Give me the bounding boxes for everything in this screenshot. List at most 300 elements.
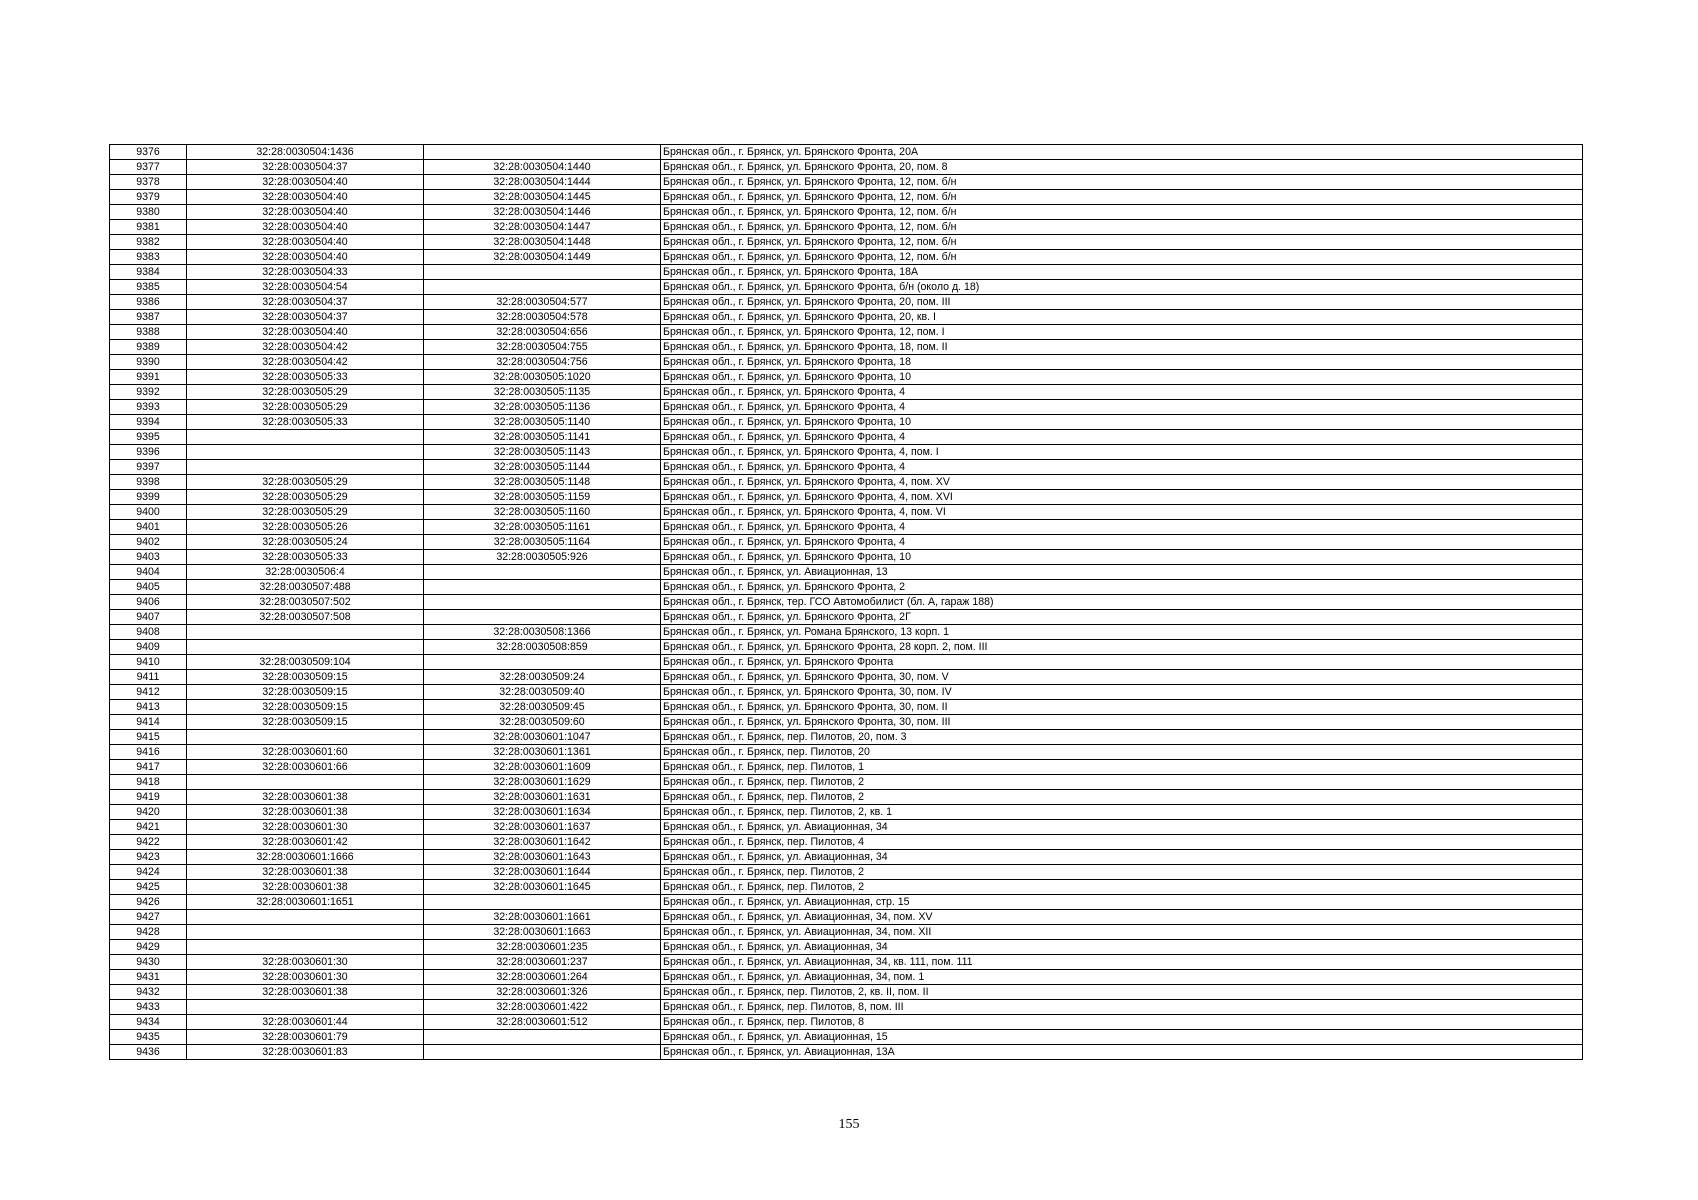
parent-cadastral-number-cell: 32:28:0030601:1666	[187, 850, 424, 865]
cadastral-table	[109, 144, 1583, 1060]
parent-cadastral-number-cell: 32:28:0030601:83	[187, 1045, 424, 1060]
object-cadastral-number-cell: 32:28:0030504:578	[424, 310, 661, 325]
object-cadastral-number-cell: 32:28:0030505:1161	[424, 520, 661, 535]
parent-cadastral-number-cell: 32:28:0030505:29	[187, 385, 424, 400]
table-row	[110, 175, 1583, 190]
table-row	[110, 595, 1583, 610]
address-cell: Брянская обл., г. Брянск, пер. Пилотов, 4	[661, 835, 1583, 850]
row-number-cell: 9397	[110, 460, 187, 475]
parent-cadastral-number-cell: 32:28:0030505:26	[187, 520, 424, 535]
table-row	[110, 655, 1583, 670]
table-row	[110, 940, 1583, 955]
table-row	[110, 565, 1583, 580]
table-row	[110, 955, 1583, 970]
address-cell: Брянская обл., г. Брянск, пер. Пилотов, 8, пом. III	[661, 1000, 1583, 1015]
row-number-cell: 9387	[110, 310, 187, 325]
address-cell: Брянская обл., г. Брянск, тер. ГСО Автомобилист (бл. А, гараж 188)	[661, 595, 1583, 610]
address-cell: Брянская обл., г. Брянск, ул. Авиационная, 34, пом. XV	[661, 910, 1583, 925]
table-row	[110, 250, 1583, 265]
address-cell: Брянская обл., г. Брянск, ул. Брянского Фронта, 4	[661, 520, 1583, 535]
address-cell: Брянская обл., г. Брянск, ул. Брянского Фронта, 2	[661, 580, 1583, 595]
parent-cadastral-number-cell	[187, 910, 424, 925]
object-cadastral-number-cell: 32:28:0030601:1661	[424, 910, 661, 925]
row-number-cell: 9392	[110, 385, 187, 400]
parent-cadastral-number-cell: 32:28:0030509:15	[187, 700, 424, 715]
row-number-cell: 9414	[110, 715, 187, 730]
object-cadastral-number-cell: 32:28:0030601:422	[424, 1000, 661, 1015]
row-number-cell: 9416	[110, 745, 187, 760]
address-cell: Брянская обл., г. Брянск, пер. Пилотов, 20	[661, 745, 1583, 760]
table-row	[110, 205, 1583, 220]
table-row	[110, 910, 1583, 925]
parent-cadastral-number-cell	[187, 730, 424, 745]
row-number-cell: 9410	[110, 655, 187, 670]
object-cadastral-number-cell: 32:28:0030505:1141	[424, 430, 661, 445]
table-body	[110, 145, 1583, 1060]
table-row	[110, 535, 1583, 550]
table-row	[110, 820, 1583, 835]
parent-cadastral-number-cell: 32:28:0030601:38	[187, 805, 424, 820]
table-row	[110, 610, 1583, 625]
address-cell: Брянская обл., г. Брянск, ул. Брянского Фронта, 10	[661, 550, 1583, 565]
row-number-cell: 9422	[110, 835, 187, 850]
row-number-cell: 9398	[110, 475, 187, 490]
object-cadastral-number-cell: 32:28:0030504:1440	[424, 160, 661, 175]
table-row	[110, 700, 1583, 715]
parent-cadastral-number-cell: 32:28:0030509:15	[187, 715, 424, 730]
address-cell: Брянская обл., г. Брянск, пер. Пилотов, 2, кв. 1	[661, 805, 1583, 820]
object-cadastral-number-cell: 32:28:0030505:1164	[424, 535, 661, 550]
row-number-cell: 9415	[110, 730, 187, 745]
row-number-cell: 9433	[110, 1000, 187, 1015]
table-row	[110, 895, 1583, 910]
row-number-cell: 9402	[110, 535, 187, 550]
page-number: 155	[838, 1117, 860, 1132]
table-row	[110, 355, 1583, 370]
table-row	[110, 400, 1583, 415]
address-cell: Брянская обл., г. Брянск, ул. Авиационная, 34	[661, 940, 1583, 955]
object-cadastral-number-cell: 32:28:0030601:1609	[424, 760, 661, 775]
object-cadastral-number-cell	[424, 655, 661, 670]
parent-cadastral-number-cell	[187, 430, 424, 445]
row-number-cell: 9394	[110, 415, 187, 430]
address-cell: Брянская обл., г. Брянск, ул. Брянского Фронта, б/н (около д. 18)	[661, 280, 1583, 295]
address-cell: Брянская обл., г. Брянск, ул. Брянского Фронта, 12, пом. I	[661, 325, 1583, 340]
table-row	[110, 475, 1583, 490]
object-cadastral-number-cell: 32:28:0030601:326	[424, 985, 661, 1000]
object-cadastral-number-cell	[424, 1030, 661, 1045]
object-cadastral-number-cell: 32:28:0030601:1629	[424, 775, 661, 790]
object-cadastral-number-cell: 32:28:0030505:1159	[424, 490, 661, 505]
parent-cadastral-number-cell	[187, 1000, 424, 1015]
address-cell: Брянская обл., г. Брянск, ул. Брянского Фронта, 4	[661, 400, 1583, 415]
row-number-cell: 9421	[110, 820, 187, 835]
table-row	[110, 325, 1583, 340]
table-row	[110, 670, 1583, 685]
table-row	[110, 280, 1583, 295]
parent-cadastral-number-cell: 32:28:0030509:15	[187, 670, 424, 685]
address-cell: Брянская обл., г. Брянск, ул. Брянского Фронта, 30, пом. III	[661, 715, 1583, 730]
address-cell: Брянская обл., г. Брянск, пер. Пилотов, 2, кв. II, пом. II	[661, 985, 1583, 1000]
parent-cadastral-number-cell: 32:28:0030507:508	[187, 610, 424, 625]
table-row	[110, 1030, 1583, 1045]
row-number-cell: 9401	[110, 520, 187, 535]
parent-cadastral-number-cell: 32:28:0030505:24	[187, 535, 424, 550]
table-row	[110, 145, 1583, 160]
parent-cadastral-number-cell: 32:28:0030601:1651	[187, 895, 424, 910]
table-row	[110, 880, 1583, 895]
address-cell: Брянская обл., г. Брянск, ул. Брянского Фронта, 4, пом. VI	[661, 505, 1583, 520]
object-cadastral-number-cell: 32:28:0030504:1447	[424, 220, 661, 235]
object-cadastral-number-cell: 32:28:0030601:1361	[424, 745, 661, 760]
address-cell: Брянская обл., г. Брянск, ул. Брянского Фронта, 4, пом. XV	[661, 475, 1583, 490]
object-cadastral-number-cell: 32:28:0030505:1020	[424, 370, 661, 385]
parent-cadastral-number-cell: 32:28:0030504:37	[187, 160, 424, 175]
parent-cadastral-number-cell: 32:28:0030504:40	[187, 220, 424, 235]
parent-cadastral-number-cell	[187, 775, 424, 790]
table-row	[110, 190, 1583, 205]
row-number-cell: 9425	[110, 880, 187, 895]
object-cadastral-number-cell: 32:28:0030601:1637	[424, 820, 661, 835]
row-number-cell: 9385	[110, 280, 187, 295]
object-cadastral-number-cell: 32:28:0030601:1645	[424, 880, 661, 895]
address-cell: Брянская обл., г. Брянск, ул. Авиационная, 15	[661, 1030, 1583, 1045]
parent-cadastral-number-cell: 32:28:0030505:29	[187, 490, 424, 505]
object-cadastral-number-cell: 32:28:0030601:264	[424, 970, 661, 985]
object-cadastral-number-cell: 32:28:0030504:755	[424, 340, 661, 355]
object-cadastral-number-cell	[424, 280, 661, 295]
row-number-cell: 9411	[110, 670, 187, 685]
object-cadastral-number-cell: 32:28:0030509:40	[424, 685, 661, 700]
table-row	[110, 490, 1583, 505]
row-number-cell: 9413	[110, 700, 187, 715]
object-cadastral-number-cell: 32:28:0030504:656	[424, 325, 661, 340]
object-cadastral-number-cell: 32:28:0030601:1047	[424, 730, 661, 745]
object-cadastral-number-cell	[424, 895, 661, 910]
address-cell: Брянская обл., г. Брянск, ул. Брянского Фронта, 2Г	[661, 610, 1583, 625]
address-cell: Брянская обл., г. Брянск, ул. Брянского Фронта, 4, пом. XVI	[661, 490, 1583, 505]
parent-cadastral-number-cell: 32:28:0030601:66	[187, 760, 424, 775]
table-row	[110, 385, 1583, 400]
parent-cadastral-number-cell: 32:28:0030505:33	[187, 550, 424, 565]
row-number-cell: 9405	[110, 580, 187, 595]
parent-cadastral-number-cell: 32:28:0030601:38	[187, 790, 424, 805]
row-number-cell: 9378	[110, 175, 187, 190]
address-cell: Брянская обл., г. Брянск, ул. Авиационная, 34	[661, 850, 1583, 865]
parent-cadastral-number-cell	[187, 940, 424, 955]
object-cadastral-number-cell: 32:28:0030509:24	[424, 670, 661, 685]
address-cell: Брянская обл., г. Брянск, ул. Брянского Фронта, 20, пом. 8	[661, 160, 1583, 175]
address-cell: Брянская обл., г. Брянск, ул. Брянского Фронта, 10	[661, 370, 1583, 385]
row-number-cell: 9436	[110, 1045, 187, 1060]
parent-cadastral-number-cell: 32:28:0030505:29	[187, 475, 424, 490]
object-cadastral-number-cell: 32:28:0030505:1140	[424, 415, 661, 430]
address-cell: Брянская обл., г. Брянск, ул. Брянского Фронта, 4, пом. I	[661, 445, 1583, 460]
table-row	[110, 235, 1583, 250]
row-number-cell: 9424	[110, 865, 187, 880]
row-number-cell: 9381	[110, 220, 187, 235]
address-cell: Брянская обл., г. Брянск, ул. Брянского Фронта, 10	[661, 415, 1583, 430]
object-cadastral-number-cell	[424, 1045, 661, 1060]
table-row	[110, 805, 1583, 820]
parent-cadastral-number-cell: 32:28:0030505:29	[187, 400, 424, 415]
address-cell: Брянская обл., г. Брянск, ул. Авиационная, 34, кв. 111, пом. 111	[661, 955, 1583, 970]
parent-cadastral-number-cell: 32:28:0030601:38	[187, 865, 424, 880]
parent-cadastral-number-cell: 32:28:0030504:33	[187, 265, 424, 280]
row-number-cell: 9423	[110, 850, 187, 865]
row-number-cell: 9412	[110, 685, 187, 700]
object-cadastral-number-cell: 32:28:0030504:1448	[424, 235, 661, 250]
parent-cadastral-number-cell: 32:28:0030509:104	[187, 655, 424, 670]
parent-cadastral-number-cell: 32:28:0030601:38	[187, 880, 424, 895]
table-row	[110, 685, 1583, 700]
table-row	[110, 1015, 1583, 1030]
parent-cadastral-number-cell: 32:28:0030601:44	[187, 1015, 424, 1030]
row-number-cell: 9396	[110, 445, 187, 460]
table-row	[110, 640, 1583, 655]
address-cell: Брянская обл., г. Брянск, ул. Брянского Фронта, 30, пом. II	[661, 700, 1583, 715]
address-cell: Брянская обл., г. Брянск, пер. Пилотов, 2	[661, 790, 1583, 805]
parent-cadastral-number-cell: 32:28:0030509:15	[187, 685, 424, 700]
address-cell: Брянская обл., г. Брянск, ул. Брянского Фронта, 18А	[661, 265, 1583, 280]
address-cell: Брянская обл., г. Брянск, ул. Брянского Фронта, 20, кв. I	[661, 310, 1583, 325]
table-row	[110, 715, 1583, 730]
object-cadastral-number-cell	[424, 610, 661, 625]
address-cell: Брянская обл., г. Брянск, пер. Пилотов, 2	[661, 880, 1583, 895]
table-row	[110, 220, 1583, 235]
table-row	[110, 850, 1583, 865]
object-cadastral-number-cell: 32:28:0030601:1663	[424, 925, 661, 940]
object-cadastral-number-cell: 32:28:0030504:1449	[424, 250, 661, 265]
object-cadastral-number-cell: 32:28:0030504:1445	[424, 190, 661, 205]
parent-cadastral-number-cell	[187, 625, 424, 640]
object-cadastral-number-cell: 32:28:0030508:1366	[424, 625, 661, 640]
table-row	[110, 745, 1583, 760]
object-cadastral-number-cell: 32:28:0030601:237	[424, 955, 661, 970]
object-cadastral-number-cell	[424, 145, 661, 160]
address-cell: Брянская обл., г. Брянск, пер. Пилотов, 20, пом. 3	[661, 730, 1583, 745]
parent-cadastral-number-cell: 32:28:0030601:79	[187, 1030, 424, 1045]
table-row	[110, 580, 1583, 595]
parent-cadastral-number-cell	[187, 460, 424, 475]
object-cadastral-number-cell: 32:28:0030504:1446	[424, 205, 661, 220]
address-cell: Брянская обл., г. Брянск, пер. Пилотов, 1	[661, 760, 1583, 775]
parent-cadastral-number-cell: 32:28:0030504:42	[187, 355, 424, 370]
row-number-cell: 9409	[110, 640, 187, 655]
row-number-cell: 9377	[110, 160, 187, 175]
row-number-cell: 9428	[110, 925, 187, 940]
table-row	[110, 265, 1583, 280]
row-number-cell: 9420	[110, 805, 187, 820]
row-number-cell: 9404	[110, 565, 187, 580]
object-cadastral-number-cell: 32:28:0030509:45	[424, 700, 661, 715]
address-cell: Брянская обл., г. Брянск, ул. Брянского Фронта	[661, 655, 1583, 670]
row-number-cell: 9426	[110, 895, 187, 910]
object-cadastral-number-cell: 32:28:0030601:235	[424, 940, 661, 955]
table-row	[110, 730, 1583, 745]
parent-cadastral-number-cell: 32:28:0030504:40	[187, 205, 424, 220]
address-cell: Брянская обл., г. Брянск, ул. Брянского Фронта, 20А	[661, 145, 1583, 160]
row-number-cell: 9388	[110, 325, 187, 340]
object-cadastral-number-cell: 32:28:0030508:859	[424, 640, 661, 655]
row-number-cell: 9407	[110, 610, 187, 625]
row-number-cell: 9403	[110, 550, 187, 565]
parent-cadastral-number-cell: 32:28:0030504:37	[187, 310, 424, 325]
object-cadastral-number-cell	[424, 265, 661, 280]
row-number-cell: 9431	[110, 970, 187, 985]
object-cadastral-number-cell: 32:28:0030504:756	[424, 355, 661, 370]
row-number-cell: 9382	[110, 235, 187, 250]
row-number-cell: 9418	[110, 775, 187, 790]
row-number-cell: 9435	[110, 1030, 187, 1045]
object-cadastral-number-cell: 32:28:0030505:1143	[424, 445, 661, 460]
parent-cadastral-number-cell: 32:28:0030504:40	[187, 325, 424, 340]
parent-cadastral-number-cell: 32:28:0030504:40	[187, 250, 424, 265]
parent-cadastral-number-cell: 32:28:0030504:1436	[187, 145, 424, 160]
table-row	[110, 835, 1583, 850]
table-row	[110, 625, 1583, 640]
table-row	[110, 985, 1583, 1000]
parent-cadastral-number-cell: 32:28:0030601:30	[187, 970, 424, 985]
address-cell: Брянская обл., г. Брянск, ул. Романа Брянского, 13 корп. 1	[661, 625, 1583, 640]
address-cell: Брянская обл., г. Брянск, ул. Авиационная, 34, пом. 1	[661, 970, 1583, 985]
row-number-cell: 9430	[110, 955, 187, 970]
parent-cadastral-number-cell: 32:28:0030601:30	[187, 820, 424, 835]
row-number-cell: 9379	[110, 190, 187, 205]
row-number-cell: 9383	[110, 250, 187, 265]
table-row	[110, 1045, 1583, 1060]
address-cell: Брянская обл., г. Брянск, ул. Брянского Фронта, 4	[661, 385, 1583, 400]
parent-cadastral-number-cell: 32:28:0030504:40	[187, 175, 424, 190]
row-number-cell: 9419	[110, 790, 187, 805]
object-cadastral-number-cell: 32:28:0030505:1135	[424, 385, 661, 400]
table-row	[110, 550, 1583, 565]
parent-cadastral-number-cell	[187, 445, 424, 460]
row-number-cell: 9408	[110, 625, 187, 640]
address-cell: Брянская обл., г. Брянск, ул. Брянского Фронта, 12, пом. б/н	[661, 190, 1583, 205]
row-number-cell: 9406	[110, 595, 187, 610]
address-cell: Брянская обл., г. Брянск, ул. Брянского Фронта, 4	[661, 460, 1583, 475]
address-cell: Брянская обл., г. Брянск, ул. Брянского Фронта, 18	[661, 355, 1583, 370]
parent-cadastral-number-cell: 32:28:0030507:488	[187, 580, 424, 595]
parent-cadastral-number-cell: 32:28:0030505:33	[187, 415, 424, 430]
object-cadastral-number-cell: 32:28:0030504:1444	[424, 175, 661, 190]
table-row	[110, 790, 1583, 805]
parent-cadastral-number-cell: 32:28:0030504:40	[187, 235, 424, 250]
object-cadastral-number-cell	[424, 595, 661, 610]
object-cadastral-number-cell: 32:28:0030505:1136	[424, 400, 661, 415]
table-row	[110, 160, 1583, 175]
object-cadastral-number-cell	[424, 565, 661, 580]
object-cadastral-number-cell: 32:28:0030504:577	[424, 295, 661, 310]
address-cell: Брянская обл., г. Брянск, ул. Брянского Фронта, 12, пом. б/н	[661, 250, 1583, 265]
object-cadastral-number-cell: 32:28:0030505:1148	[424, 475, 661, 490]
table-row	[110, 865, 1583, 880]
parent-cadastral-number-cell: 32:28:0030507:502	[187, 595, 424, 610]
address-cell: Брянская обл., г. Брянск, пер. Пилотов, 2	[661, 865, 1583, 880]
row-number-cell: 9391	[110, 370, 187, 385]
address-cell: Брянская обл., г. Брянск, ул. Брянского Фронта, 18, пом. II	[661, 340, 1583, 355]
address-cell: Брянская обл., г. Брянск, ул. Брянского Фронта, 30, пом. IV	[661, 685, 1583, 700]
address-cell: Брянская обл., г. Брянск, ул. Брянского Фронта, 12, пом. б/н	[661, 220, 1583, 235]
parent-cadastral-number-cell	[187, 640, 424, 655]
address-cell: Брянская обл., г. Брянск, ул. Брянского Фронта, 12, пом. б/н	[661, 175, 1583, 190]
table-row	[110, 415, 1583, 430]
parent-cadastral-number-cell	[187, 925, 424, 940]
row-number-cell: 9429	[110, 940, 187, 955]
object-cadastral-number-cell: 32:28:0030505:926	[424, 550, 661, 565]
parent-cadastral-number-cell: 32:28:0030505:33	[187, 370, 424, 385]
parent-cadastral-number-cell: 32:28:0030504:40	[187, 190, 424, 205]
row-number-cell: 9395	[110, 430, 187, 445]
parent-cadastral-number-cell: 32:28:0030601:30	[187, 955, 424, 970]
parent-cadastral-number-cell: 32:28:0030504:54	[187, 280, 424, 295]
address-cell: Брянская обл., г. Брянск, ул. Брянского Фронта, 4	[661, 535, 1583, 550]
address-cell: Брянская обл., г. Брянск, ул. Брянского Фронта, 12, пом. б/н	[661, 235, 1583, 250]
row-number-cell: 9376	[110, 145, 187, 160]
address-cell: Брянская обл., г. Брянск, ул. Авиационная, 13	[661, 565, 1583, 580]
object-cadastral-number-cell: 32:28:0030505:1160	[424, 505, 661, 520]
address-cell: Брянская обл., г. Брянск, ул. Брянского Фронта, 4	[661, 430, 1583, 445]
address-cell: Брянская обл., г. Брянск, ул. Авиационная, 34, пом. XII	[661, 925, 1583, 940]
table-row	[110, 370, 1583, 385]
table-row	[110, 310, 1583, 325]
address-cell: Брянская обл., г. Брянск, пер. Пилотов, 2	[661, 775, 1583, 790]
row-number-cell: 9380	[110, 205, 187, 220]
object-cadastral-number-cell: 32:28:0030601:1643	[424, 850, 661, 865]
object-cadastral-number-cell: 32:28:0030601:1644	[424, 865, 661, 880]
table-row	[110, 760, 1583, 775]
row-number-cell: 9434	[110, 1015, 187, 1030]
table-row	[110, 505, 1583, 520]
row-number-cell: 9417	[110, 760, 187, 775]
table-row	[110, 520, 1583, 535]
table-row	[110, 430, 1583, 445]
parent-cadastral-number-cell: 32:28:0030504:42	[187, 340, 424, 355]
object-cadastral-number-cell: 32:28:0030601:512	[424, 1015, 661, 1030]
row-number-cell: 9386	[110, 295, 187, 310]
object-cadastral-number-cell	[424, 580, 661, 595]
object-cadastral-number-cell: 32:28:0030601:1634	[424, 805, 661, 820]
address-cell: Брянская обл., г. Брянск, ул. Авиационная, 34	[661, 820, 1583, 835]
table-row	[110, 295, 1583, 310]
row-number-cell: 9432	[110, 985, 187, 1000]
table-row	[110, 925, 1583, 940]
table-row	[110, 445, 1583, 460]
table-row	[110, 460, 1583, 475]
row-number-cell: 9390	[110, 355, 187, 370]
table-row	[110, 970, 1583, 985]
address-cell: Брянская обл., г. Брянск, ул. Брянского Фронта, 12, пом. б/н	[661, 205, 1583, 220]
address-cell: Брянская обл., г. Брянск, ул. Брянского Фронта, 30, пом. V	[661, 670, 1583, 685]
row-number-cell: 9393	[110, 400, 187, 415]
table-row	[110, 1000, 1583, 1015]
row-number-cell: 9400	[110, 505, 187, 520]
parent-cadastral-number-cell: 32:28:0030601:38	[187, 985, 424, 1000]
object-cadastral-number-cell: 32:28:0030509:60	[424, 715, 661, 730]
address-cell: Брянская обл., г. Брянск, ул. Брянского Фронта, 20, пом. III	[661, 295, 1583, 310]
parent-cadastral-number-cell: 32:28:0030601:60	[187, 745, 424, 760]
parent-cadastral-number-cell: 32:28:0030504:37	[187, 295, 424, 310]
row-number-cell: 9389	[110, 340, 187, 355]
address-cell: Брянская обл., г. Брянск, ул. Брянского Фронта, 28 корп. 2, пом. III	[661, 640, 1583, 655]
table-row	[110, 340, 1583, 355]
object-cadastral-number-cell: 32:28:0030601:1631	[424, 790, 661, 805]
parent-cadastral-number-cell: 32:28:0030601:42	[187, 835, 424, 850]
row-number-cell: 9399	[110, 490, 187, 505]
table-row	[110, 775, 1583, 790]
row-number-cell: 9384	[110, 265, 187, 280]
